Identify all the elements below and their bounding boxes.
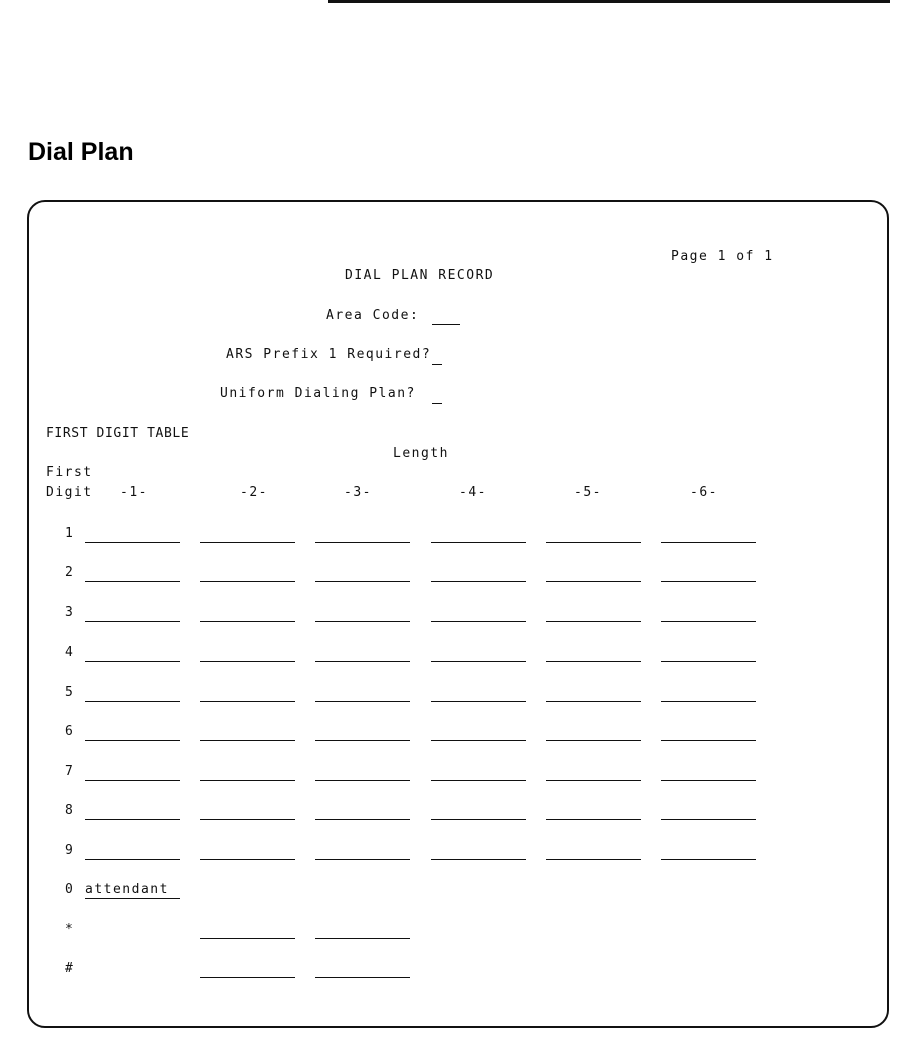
digit-row-label: * (65, 922, 75, 937)
length-3-field[interactable] (315, 701, 410, 702)
page-heading: Dial Plan (28, 138, 134, 166)
length-column-header: -6- (690, 485, 718, 500)
length-1-field[interactable] (85, 581, 180, 582)
length-4-field[interactable] (431, 819, 526, 820)
length-2-field[interactable] (200, 542, 295, 543)
length-header: Length (393, 446, 449, 461)
length-1-field[interactable] (85, 701, 180, 702)
digit-row-label: 8 (65, 803, 75, 818)
length-5-field[interactable] (546, 542, 641, 543)
length-3-field[interactable] (315, 859, 410, 860)
length-2-field[interactable] (200, 661, 295, 662)
length-4-field[interactable] (431, 859, 526, 860)
length-3-field[interactable] (315, 780, 410, 781)
area-code-label: Area Code: (326, 308, 420, 323)
length-3-field[interactable] (315, 581, 410, 582)
digit-row-label: 5 (65, 685, 75, 700)
length-2-field[interactable] (200, 740, 295, 741)
length-2-field[interactable] (200, 859, 295, 860)
length-column-header: -1- (120, 485, 148, 500)
table-title: FIRST DIGIT TABLE (46, 426, 190, 441)
length-column-header: -4- (459, 485, 487, 500)
digit-row-label: 9 (65, 843, 75, 858)
length-5-field[interactable] (546, 581, 641, 582)
length-3-field[interactable] (315, 740, 410, 741)
length-4-field[interactable] (431, 740, 526, 741)
digit-row-label: 1 (65, 526, 75, 541)
length-5-field[interactable] (546, 661, 641, 662)
length-2-field[interactable] (200, 701, 295, 702)
ars-prefix-label: ARS Prefix 1 Required? (226, 347, 432, 362)
length-6-field[interactable] (661, 621, 756, 622)
length-6-field[interactable] (661, 661, 756, 662)
length-1-field[interactable] (85, 542, 180, 543)
digit-row-label: 0 (65, 882, 75, 897)
length-3-field[interactable] (315, 661, 410, 662)
length-4-field[interactable] (431, 661, 526, 662)
page-indicator: Page 1 of 1 (671, 249, 774, 264)
length-6-field[interactable] (661, 819, 756, 820)
digit-row-label: 2 (65, 565, 75, 580)
length-2-field[interactable] (200, 621, 295, 622)
length-1-field[interactable] (85, 661, 180, 662)
uniform-dialing-label: Uniform Dialing Plan? (220, 386, 416, 401)
length-5-field[interactable] (546, 859, 641, 860)
length-3-field[interactable] (315, 938, 410, 939)
top-rule (328, 0, 890, 3)
digit-row-label: 7 (65, 764, 75, 779)
length-3-field[interactable] (315, 621, 410, 622)
length-6-field[interactable] (661, 542, 756, 543)
length-6-field[interactable] (661, 859, 756, 860)
length-1-field[interactable] (85, 859, 180, 860)
length-2-field[interactable] (200, 819, 295, 820)
length-5-field[interactable] (546, 621, 641, 622)
length-2-field[interactable] (200, 780, 295, 781)
length-5-field[interactable] (546, 701, 641, 702)
digit-header: Digit (46, 485, 93, 500)
length-2-field[interactable] (200, 581, 295, 582)
length-2-field[interactable] (200, 938, 295, 939)
length-2-field[interactable] (200, 977, 295, 978)
form-title: DIAL PLAN RECORD (345, 268, 495, 283)
length-4-field[interactable] (431, 701, 526, 702)
length-3-field[interactable] (315, 977, 410, 978)
length-6-field[interactable] (661, 740, 756, 741)
length-1-field[interactable] (85, 740, 180, 741)
length-4-field[interactable] (431, 780, 526, 781)
uniform-dialing-input[interactable] (432, 403, 442, 404)
length-6-field[interactable] (661, 780, 756, 781)
field-value: attendant (85, 882, 169, 897)
length-6-field[interactable] (661, 701, 756, 702)
length-column-header: -2- (240, 485, 268, 500)
length-6-field[interactable] (661, 581, 756, 582)
length-5-field[interactable] (546, 780, 641, 781)
area-code-input[interactable] (432, 324, 460, 325)
digit-row-label: 4 (65, 645, 75, 660)
first-header: First (46, 465, 93, 480)
length-1-field[interactable] (85, 819, 180, 820)
length-3-field[interactable] (315, 819, 410, 820)
length-1-field[interactable] (85, 882, 180, 899)
ars-prefix-input[interactable] (432, 364, 442, 365)
length-column-header: -3- (344, 485, 372, 500)
length-1-field[interactable] (85, 621, 180, 622)
length-4-field[interactable] (431, 621, 526, 622)
length-3-field[interactable] (315, 542, 410, 543)
length-column-header: -5- (574, 485, 602, 500)
length-1-field[interactable] (85, 780, 180, 781)
length-4-field[interactable] (431, 542, 526, 543)
digit-row-label: 6 (65, 724, 75, 739)
length-5-field[interactable] (546, 740, 641, 741)
length-5-field[interactable] (546, 819, 641, 820)
length-4-field[interactable] (431, 581, 526, 582)
digit-row-label: 3 (65, 605, 75, 620)
digit-row-label: # (65, 961, 75, 976)
